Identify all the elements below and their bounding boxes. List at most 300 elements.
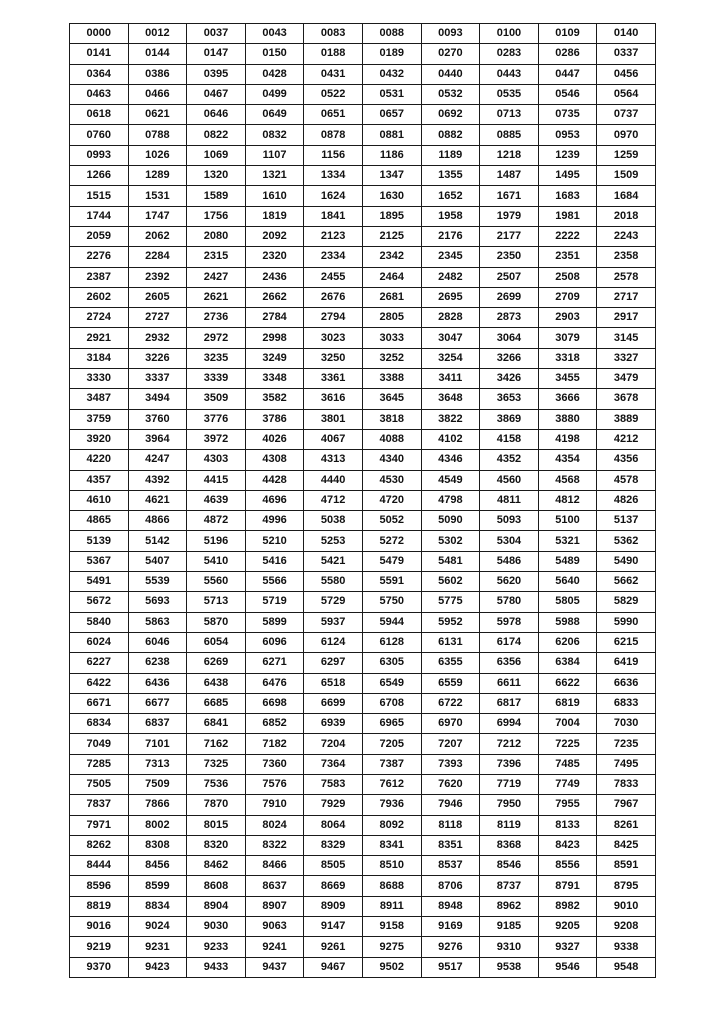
table-cell: 7205 — [362, 734, 421, 754]
table-cell: 2932 — [128, 328, 187, 348]
table-cell: 6833 — [597, 693, 656, 713]
table-row — [70, 896, 656, 916]
table-row — [70, 206, 656, 226]
table-cell: 1509 — [597, 166, 656, 186]
table-cell: 8444 — [70, 856, 129, 876]
table-cell: 5052 — [362, 511, 421, 531]
table-cell: 8456 — [128, 856, 187, 876]
table-row — [70, 734, 656, 754]
table-cell: 6636 — [597, 673, 656, 693]
table-cell: 8133 — [538, 815, 597, 835]
table-cell: 9502 — [362, 957, 421, 977]
table-cell: 2921 — [70, 328, 129, 348]
table-cell: 1652 — [421, 186, 480, 206]
table-cell: 8015 — [187, 815, 246, 835]
table-cell: 3145 — [597, 328, 656, 348]
table-cell: 0657 — [362, 105, 421, 125]
table-cell: 9517 — [421, 957, 480, 977]
table-cell: 4712 — [304, 490, 363, 510]
table-cell: 0443 — [480, 64, 539, 84]
table-cell: 2387 — [70, 267, 129, 287]
table-cell: 0760 — [70, 125, 129, 145]
table-cell: 7870 — [187, 795, 246, 815]
table-cell: 4026 — [245, 429, 304, 449]
table-cell: 2717 — [597, 287, 656, 307]
table-cell: 2621 — [187, 287, 246, 307]
table-cell: 5620 — [480, 572, 539, 592]
table-cell: 2998 — [245, 328, 304, 348]
table-cell: 0140 — [597, 24, 656, 44]
table-row — [70, 795, 656, 815]
table-cell: 7955 — [538, 795, 597, 815]
table-cell: 2320 — [245, 247, 304, 267]
table-cell: 8608 — [187, 876, 246, 896]
table-cell: 6227 — [70, 653, 129, 673]
table-cell: 4578 — [597, 470, 656, 490]
table-cell: 0188 — [304, 44, 363, 64]
table-cell: 3348 — [245, 369, 304, 389]
table-cell: 7393 — [421, 754, 480, 774]
table-cell: 0993 — [70, 145, 129, 165]
table-cell: 8948 — [421, 896, 480, 916]
table-cell: 5591 — [362, 572, 421, 592]
table-cell: 6518 — [304, 673, 363, 693]
table-cell: 4610 — [70, 490, 129, 510]
table-cell: 6131 — [421, 632, 480, 652]
table-cell: 8556 — [538, 856, 597, 876]
table-row — [70, 592, 656, 612]
table-row — [70, 44, 656, 64]
table-cell: 6817 — [480, 693, 539, 713]
table-cell: 6356 — [480, 653, 539, 673]
table-cell: 8907 — [245, 896, 304, 916]
table-cell: 5479 — [362, 551, 421, 571]
table-cell: 5944 — [362, 612, 421, 632]
table-row — [70, 490, 656, 510]
table-cell: 8599 — [128, 876, 187, 896]
table-cell: 2699 — [480, 287, 539, 307]
table-cell: 3235 — [187, 348, 246, 368]
table-cell: 3479 — [597, 369, 656, 389]
table-cell: 5272 — [362, 531, 421, 551]
table-cell: 5988 — [538, 612, 597, 632]
table-cell: 8669 — [304, 876, 363, 896]
table-cell: 8795 — [597, 876, 656, 896]
table-cell: 3972 — [187, 429, 246, 449]
table-cell: 8688 — [362, 876, 421, 896]
table-cell: 2709 — [538, 287, 597, 307]
table-cell: 0189 — [362, 44, 421, 64]
table-cell: 3327 — [597, 348, 656, 368]
table-cell: 9063 — [245, 917, 304, 937]
table-cell: 1347 — [362, 166, 421, 186]
table-cell: 5142 — [128, 531, 187, 551]
table-cell: 1321 — [245, 166, 304, 186]
table-row — [70, 450, 656, 470]
table-cell: 8368 — [480, 835, 539, 855]
table-cell: 0522 — [304, 84, 363, 104]
table-cell: 9423 — [128, 957, 187, 977]
table-cell: 3801 — [304, 409, 363, 429]
table-cell: 3266 — [480, 348, 539, 368]
table-cell: 2018 — [597, 206, 656, 226]
table-cell: 9208 — [597, 917, 656, 937]
table-cell: 3337 — [128, 369, 187, 389]
table-cell: 6622 — [538, 673, 597, 693]
table-cell: 9219 — [70, 937, 129, 957]
table-cell: 1487 — [480, 166, 539, 186]
table-cell: 3318 — [538, 348, 597, 368]
table-cell: 0147 — [187, 44, 246, 64]
table-cell: 5978 — [480, 612, 539, 632]
table-cell: 4392 — [128, 470, 187, 490]
table-cell: 4549 — [421, 470, 480, 490]
table-cell: 3509 — [187, 389, 246, 409]
table-cell: 3880 — [538, 409, 597, 429]
table-cell: 5139 — [70, 531, 129, 551]
table-cell: 3487 — [70, 389, 129, 409]
table-cell: 0364 — [70, 64, 129, 84]
table-cell: 6611 — [480, 673, 539, 693]
table-cell: 9546 — [538, 957, 597, 977]
table-cell: 3252 — [362, 348, 421, 368]
table-cell: 1266 — [70, 166, 129, 186]
table-row — [70, 531, 656, 551]
table-cell: 0692 — [421, 105, 480, 125]
table-cell: 4428 — [245, 470, 304, 490]
table-cell: 8982 — [538, 896, 597, 916]
table-row — [70, 186, 656, 206]
table-cell: 8546 — [480, 856, 539, 876]
table-cell: 7971 — [70, 815, 129, 835]
table-cell: 7833 — [597, 774, 656, 794]
table-cell: 4865 — [70, 511, 129, 531]
table-cell: 4621 — [128, 490, 187, 510]
table-cell: 7396 — [480, 754, 539, 774]
table-cell: 5410 — [187, 551, 246, 571]
table-cell: 8466 — [245, 856, 304, 876]
table-cell: 9310 — [480, 937, 539, 957]
table-cell: 2176 — [421, 226, 480, 246]
table-cell: 4340 — [362, 450, 421, 470]
table-cell: 6685 — [187, 693, 246, 713]
table-cell: 7285 — [70, 754, 129, 774]
table-cell: 8322 — [245, 835, 304, 855]
table-row — [70, 754, 656, 774]
table-cell: 7946 — [421, 795, 480, 815]
table-cell: 2602 — [70, 287, 129, 307]
table-cell: 2284 — [128, 247, 187, 267]
table-cell: 3920 — [70, 429, 129, 449]
table-row — [70, 693, 656, 713]
table-cell: 0144 — [128, 44, 187, 64]
table-cell: 0564 — [597, 84, 656, 104]
table-cell: 1186 — [362, 145, 421, 165]
table-cell: 0150 — [245, 44, 304, 64]
table-cell: 4996 — [245, 511, 304, 531]
table-cell: 8834 — [128, 896, 187, 916]
table-cell: 4812 — [538, 490, 597, 510]
table-cell: 4568 — [538, 470, 597, 490]
table-cell: 1589 — [187, 186, 246, 206]
table-cell: 6559 — [421, 673, 480, 693]
table-cell: 2605 — [128, 287, 187, 307]
table-cell: 0043 — [245, 24, 304, 44]
table-cell: 6024 — [70, 632, 129, 652]
table-cell: 5729 — [304, 592, 363, 612]
table-cell: 0386 — [128, 64, 187, 84]
table-cell: 8341 — [362, 835, 421, 855]
table-cell: 3818 — [362, 409, 421, 429]
table-cell: 9169 — [421, 917, 480, 937]
table-cell: 0882 — [421, 125, 480, 145]
table-cell: 7719 — [480, 774, 539, 794]
table-cell: 4866 — [128, 511, 187, 531]
table-cell: 7576 — [245, 774, 304, 794]
table-cell: 3226 — [128, 348, 187, 368]
table-cell: 5713 — [187, 592, 246, 612]
table-cell: 9016 — [70, 917, 129, 937]
table-cell: 5486 — [480, 551, 539, 571]
table-cell: 6549 — [362, 673, 421, 693]
table-cell: 7030 — [597, 714, 656, 734]
table-cell: 6436 — [128, 673, 187, 693]
table-cell: 4356 — [597, 450, 656, 470]
table-cell: 4826 — [597, 490, 656, 510]
table-cell: 4639 — [187, 490, 246, 510]
table-cell: 5990 — [597, 612, 656, 632]
table-cell: 6419 — [597, 653, 656, 673]
table-cell: 8423 — [538, 835, 597, 855]
table-cell: 6305 — [362, 653, 421, 673]
table-cell: 2436 — [245, 267, 304, 287]
table-cell: 6834 — [70, 714, 129, 734]
table-cell: 0093 — [421, 24, 480, 44]
table-row — [70, 856, 656, 876]
table-row — [70, 572, 656, 592]
table-cell: 8706 — [421, 876, 480, 896]
table-cell: 8351 — [421, 835, 480, 855]
table-cell: 1895 — [362, 206, 421, 226]
table-cell: 4530 — [362, 470, 421, 490]
table-cell: 7485 — [538, 754, 597, 774]
table-cell: 4198 — [538, 429, 597, 449]
table-cell: 7612 — [362, 774, 421, 794]
table-cell: 3786 — [245, 409, 304, 429]
table-cell: 7936 — [362, 795, 421, 815]
table-cell: 7313 — [128, 754, 187, 774]
table-cell: 0878 — [304, 125, 363, 145]
table-cell: 7929 — [304, 795, 363, 815]
table-cell: 0646 — [187, 105, 246, 125]
table-cell: 3648 — [421, 389, 480, 409]
table-cell: 5662 — [597, 572, 656, 592]
table-cell: 6671 — [70, 693, 129, 713]
table-cell: 7204 — [304, 734, 363, 754]
table-cell: 5937 — [304, 612, 363, 632]
table-cell: 4247 — [128, 450, 187, 470]
table-cell: 9185 — [480, 917, 539, 937]
table-cell: 2455 — [304, 267, 363, 287]
number-table — [69, 23, 656, 978]
table-cell: 5362 — [597, 531, 656, 551]
table-cell: 3250 — [304, 348, 363, 368]
table-cell: 4354 — [538, 450, 597, 470]
table-cell: 7049 — [70, 734, 129, 754]
table-cell: 4346 — [421, 450, 480, 470]
table-cell: 3822 — [421, 409, 480, 429]
table-cell: 2392 — [128, 267, 187, 287]
table-cell: 2676 — [304, 287, 363, 307]
table-cell: 5805 — [538, 592, 597, 612]
table-cell: 3079 — [538, 328, 597, 348]
table-cell: 1756 — [187, 206, 246, 226]
table-cell: 3760 — [128, 409, 187, 429]
table-row — [70, 64, 656, 84]
table-cell: 2315 — [187, 247, 246, 267]
table-cell: 3361 — [304, 369, 363, 389]
table-cell: 1981 — [538, 206, 597, 226]
table-cell: 3964 — [128, 429, 187, 449]
table-cell: 4220 — [70, 450, 129, 470]
table-cell: 6965 — [362, 714, 421, 734]
table-cell: 5100 — [538, 511, 597, 531]
table-cell: 4872 — [187, 511, 246, 531]
table-cell: 8637 — [245, 876, 304, 896]
table-cell: 8962 — [480, 896, 539, 916]
table-cell: 8911 — [362, 896, 421, 916]
table-cell: 7207 — [421, 734, 480, 754]
table-cell: 4158 — [480, 429, 539, 449]
table-cell: 9241 — [245, 937, 304, 957]
table-row — [70, 24, 656, 44]
table-cell: 5302 — [421, 531, 480, 551]
table-row — [70, 612, 656, 632]
table-cell: 0535 — [480, 84, 539, 104]
table-cell: 7910 — [245, 795, 304, 815]
table-cell: 0270 — [421, 44, 480, 64]
table-cell: 8737 — [480, 876, 539, 896]
table-cell: 1515 — [70, 186, 129, 206]
table-cell: 7212 — [480, 734, 539, 754]
table-cell: 1239 — [538, 145, 597, 165]
table-cell: 0440 — [421, 64, 480, 84]
table-cell: 6297 — [304, 653, 363, 673]
table-cell: 0428 — [245, 64, 304, 84]
table-cell: 5090 — [421, 511, 480, 531]
table-cell: 5640 — [538, 572, 597, 592]
table-cell: 2695 — [421, 287, 480, 307]
table-cell: 5196 — [187, 531, 246, 551]
table-cell: 2784 — [245, 308, 304, 328]
table-cell: 3455 — [538, 369, 597, 389]
table-cell: 2059 — [70, 226, 129, 246]
table-cell: 6124 — [304, 632, 363, 652]
table-cell: 2828 — [421, 308, 480, 328]
table-cell: 0141 — [70, 44, 129, 64]
table-cell: 8537 — [421, 856, 480, 876]
table-cell: 2092 — [245, 226, 304, 246]
table-cell: 0499 — [245, 84, 304, 104]
table-row — [70, 125, 656, 145]
table-cell: 6238 — [128, 653, 187, 673]
table-cell: 1320 — [187, 166, 246, 186]
table-cell: 3653 — [480, 389, 539, 409]
table-cell: 8591 — [597, 856, 656, 876]
table-cell: 9261 — [304, 937, 363, 957]
table-cell: 5321 — [538, 531, 597, 551]
table-cell: 5490 — [597, 551, 656, 571]
table-cell: 6939 — [304, 714, 363, 734]
table-cell: 5489 — [538, 551, 597, 571]
table-cell: 5750 — [362, 592, 421, 612]
table-row — [70, 267, 656, 287]
table-cell: 0621 — [128, 105, 187, 125]
table-cell: 6722 — [421, 693, 480, 713]
table-cell: 6677 — [128, 693, 187, 713]
table-cell: 0735 — [538, 105, 597, 125]
table-cell: 5580 — [304, 572, 363, 592]
table-cell: 2736 — [187, 308, 246, 328]
table-cell: 5481 — [421, 551, 480, 571]
table-row — [70, 287, 656, 307]
table-cell: 0283 — [480, 44, 539, 64]
table-cell: 8510 — [362, 856, 421, 876]
table-cell: 5693 — [128, 592, 187, 612]
table-cell: 9370 — [70, 957, 129, 977]
table-cell: 3494 — [128, 389, 187, 409]
table-cell: 5560 — [187, 572, 246, 592]
table-row — [70, 673, 656, 693]
table-row — [70, 389, 656, 409]
table-cell: 0467 — [187, 84, 246, 104]
table-cell: 6841 — [187, 714, 246, 734]
table-cell: 3047 — [421, 328, 480, 348]
table-cell: 0037 — [187, 24, 246, 44]
table-cell: 7620 — [421, 774, 480, 794]
table-cell: 1289 — [128, 166, 187, 186]
table-row — [70, 937, 656, 957]
table-row — [70, 166, 656, 186]
table-cell: 8819 — [70, 896, 129, 916]
table-cell: 8462 — [187, 856, 246, 876]
table-cell: 6837 — [128, 714, 187, 734]
table-cell: 2972 — [187, 328, 246, 348]
table-cell: 1841 — [304, 206, 363, 226]
table-cell: 2873 — [480, 308, 539, 328]
table-cell: 8002 — [128, 815, 187, 835]
table-cell: 8261 — [597, 815, 656, 835]
table-cell: 6476 — [245, 673, 304, 693]
table-cell: 0337 — [597, 44, 656, 64]
table-cell: 1958 — [421, 206, 480, 226]
table-cell: 3616 — [304, 389, 363, 409]
table-cell: 1026 — [128, 145, 187, 165]
table-cell: 9205 — [538, 917, 597, 937]
table-cell: 2464 — [362, 267, 421, 287]
table-cell: 9548 — [597, 957, 656, 977]
table-cell: 9433 — [187, 957, 246, 977]
table-cell: 8119 — [480, 815, 539, 835]
table-row — [70, 348, 656, 368]
table-cell: 3033 — [362, 328, 421, 348]
table-cell: 7162 — [187, 734, 246, 754]
table-cell: 8308 — [128, 835, 187, 855]
table-cell: 6970 — [421, 714, 480, 734]
table-cell: 4212 — [597, 429, 656, 449]
table-cell: 7387 — [362, 754, 421, 774]
table-cell: 7235 — [597, 734, 656, 754]
